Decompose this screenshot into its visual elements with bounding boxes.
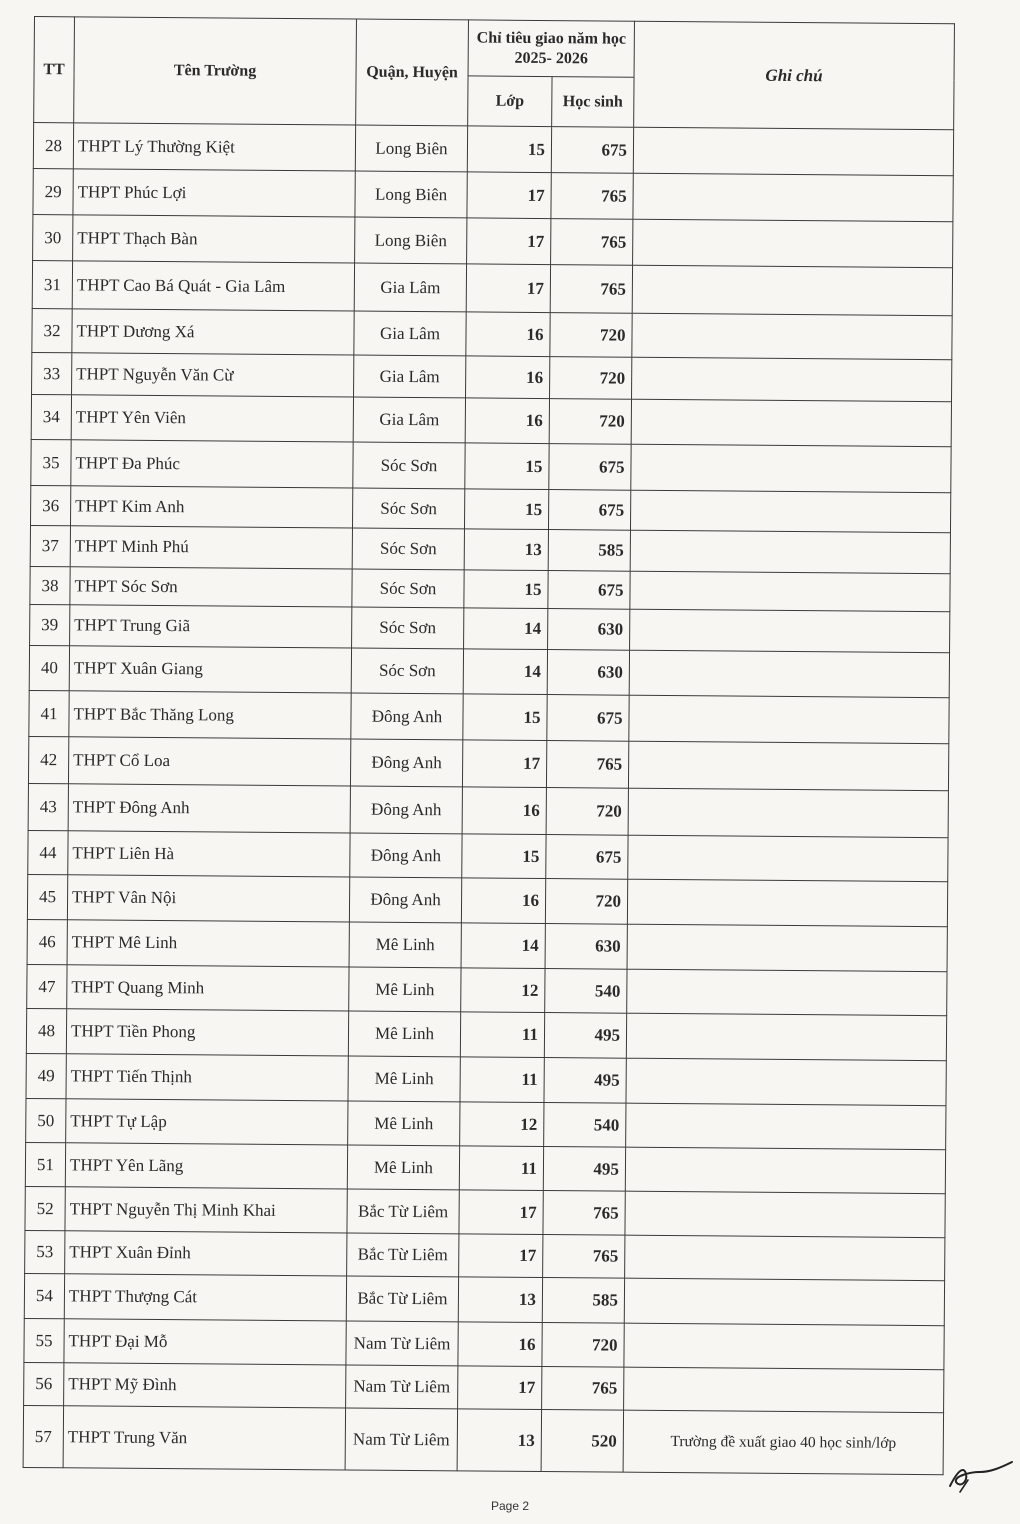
row-district: Sóc Sơn (351, 648, 463, 694)
table-row (27, 964, 947, 1015)
row-school-name: THPT Cổ Loa (68, 737, 350, 786)
page-number: Page 2 (490, 1499, 530, 1513)
row-students: 765 (551, 219, 633, 266)
table-row (33, 123, 953, 176)
row-classes: 17 (462, 740, 546, 788)
row-classes: 11 (460, 1012, 544, 1058)
row-tt: 34 (31, 394, 71, 439)
row-students: 720 (546, 788, 628, 836)
row-classes: 16 (466, 312, 550, 357)
row-school-name: THPT Trung Văn (63, 1406, 345, 1470)
row-students: 675 (548, 571, 630, 610)
row-classes: 17 (459, 1190, 543, 1235)
row-tt: 29 (33, 168, 73, 214)
row-district: Gia Lâm (354, 311, 466, 356)
row-students: 585 (548, 530, 630, 572)
row-district: Sóc Sơn (352, 488, 464, 529)
row-school-name: THPT Tự Lập (66, 1099, 348, 1145)
row-tt: 44 (28, 830, 68, 874)
row-district: Sóc Sơn (352, 569, 464, 608)
row-school-name: THPT Liên Hà (68, 831, 350, 877)
row-school-name: THPT Nguyễn Thị Minh Khai (65, 1187, 347, 1233)
table-row (27, 919, 947, 971)
row-district: Đông Anh (350, 833, 462, 878)
table-row (27, 874, 947, 926)
row-note (627, 969, 947, 1016)
row-district: Nam Từ Liêm (346, 1321, 458, 1366)
row-school-name: THPT Đa Phúc (71, 440, 353, 488)
row-district: Mê Linh (348, 1101, 460, 1146)
row-students: 585 (542, 1278, 624, 1324)
row-note (632, 357, 952, 402)
row-students: 630 (547, 650, 629, 696)
row-district: Nam Từ Liêm (346, 1365, 458, 1409)
row-classes: 15 (463, 694, 547, 741)
row-school-name: THPT Dương Xá (72, 309, 354, 355)
table-row (25, 1186, 945, 1237)
row-note (629, 695, 949, 744)
row-district: Đông Anh (351, 693, 463, 740)
table-row (23, 1405, 943, 1474)
row-note (628, 788, 948, 838)
row-school-name: THPT Yên Lãng (65, 1143, 347, 1189)
row-tt: 45 (27, 874, 67, 919)
row-district: Mê Linh (349, 967, 461, 1012)
row-tt: 40 (29, 645, 69, 690)
row-tt: 53 (25, 1230, 65, 1273)
row-tt: 36 (30, 485, 70, 525)
row-tt: 42 (28, 736, 68, 783)
row-students: 720 (550, 357, 632, 400)
row-school-name: THPT Tiền Phong (66, 1009, 348, 1056)
row-classes: 17 (459, 1234, 543, 1278)
row-school-name: THPT Mỹ Đình (64, 1363, 346, 1408)
table-row (28, 830, 948, 881)
row-note (627, 924, 947, 972)
row-classes: 14 (463, 649, 547, 695)
row-note (625, 1191, 945, 1238)
row-classes: 16 (462, 787, 546, 835)
table-row (26, 1053, 946, 1105)
row-school-name: THPT Xuân Đỉnh (65, 1231, 347, 1276)
row-note (630, 490, 950, 533)
table-body (23, 123, 954, 1475)
table-row (25, 1230, 945, 1280)
row-note (630, 530, 950, 574)
row-district: Mê Linh (349, 922, 461, 968)
table-row (33, 214, 953, 267)
header-quota: Chỉ tiêu giao năm học 2025- 2026 (468, 20, 634, 77)
row-classes: 17 (458, 1366, 542, 1410)
row-district: Long Biên (355, 217, 467, 264)
row-note (633, 219, 953, 268)
table-row (31, 439, 951, 492)
header-classes: Lớp (468, 76, 552, 127)
row-note (628, 741, 948, 791)
row-note (632, 313, 952, 360)
table-row (28, 783, 948, 837)
row-district: Sóc Sơn (353, 442, 465, 489)
row-classes: 13 (464, 529, 548, 571)
header-district: Quận, Huyện (356, 19, 469, 126)
row-tt: 43 (28, 783, 68, 830)
row-tt: 32 (32, 308, 72, 352)
table-row (26, 1098, 946, 1149)
row-classes: 17 (467, 218, 551, 265)
row-school-name: THPT Xuân Giang (69, 646, 351, 693)
row-classes: 14 (461, 923, 545, 969)
row-students: 720 (542, 1323, 624, 1368)
row-tt: 30 (33, 214, 73, 260)
row-tt: 57 (23, 1405, 63, 1467)
row-students: 720 (550, 313, 632, 358)
quota-table (23, 16, 955, 1475)
row-school-name: THPT Thượng Cát (64, 1274, 346, 1321)
row-note (626, 1103, 946, 1150)
row-classes: 14 (464, 608, 548, 650)
row-district: Đông Anh (350, 739, 462, 787)
row-classes: 12 (460, 1102, 544, 1147)
row-students: 495 (543, 1147, 625, 1192)
row-school-name: THPT Kim Anh (70, 486, 352, 528)
table-row (32, 352, 952, 401)
row-district: Bắc Từ Liêm (347, 1189, 459, 1234)
row-school-name: THPT Lý Thường Kiệt (73, 123, 355, 171)
row-students: 765 (546, 741, 628, 789)
row-school-name: THPT Minh Phú (70, 526, 352, 569)
row-school-name: THPT Quang Minh (67, 965, 349, 1011)
row-classes: 11 (459, 1146, 543, 1191)
row-tt: 48 (26, 1008, 66, 1053)
row-district: Đông Anh (349, 877, 461, 923)
header-tt: TT (34, 17, 75, 123)
row-students: 765 (543, 1191, 625, 1236)
row-students: 765 (542, 1367, 624, 1411)
row-tt: 55 (24, 1318, 64, 1362)
row-tt: 49 (26, 1053, 66, 1098)
row-students: 675 (547, 695, 629, 742)
row-students: 675 (546, 835, 628, 880)
row-students: 765 (543, 1235, 625, 1279)
table-row (33, 168, 953, 221)
row-school-name: THPT Đại Mỗ (64, 1319, 346, 1365)
row-school-name: THPT Sóc Sơn (70, 567, 352, 607)
row-note: Trường đề xuất giao 40 học sinh/lớp (623, 1410, 943, 1475)
row-note (633, 127, 953, 176)
row-district: Mê Linh (347, 1145, 459, 1190)
row-classes: 17 (466, 264, 550, 313)
header-note: Ghi chú (634, 21, 955, 130)
row-school-name: THPT Mê Linh (67, 920, 349, 967)
table-row (25, 1142, 945, 1193)
row-students: 495 (544, 1013, 626, 1059)
row-tt: 56 (24, 1362, 64, 1405)
row-classes: 16 (465, 398, 549, 444)
row-note (627, 879, 947, 927)
row-district: Mê Linh (348, 1011, 460, 1057)
row-note (628, 835, 948, 882)
row-classes: 15 (464, 489, 548, 530)
row-classes: 11 (460, 1057, 544, 1103)
header-students: Học sinh (552, 77, 634, 128)
row-school-name: THPT Vân Nội (67, 875, 349, 922)
row-school-name: THPT Yên Viên (71, 395, 353, 442)
table-row (32, 260, 952, 315)
row-school-name: THPT Tiến Thịnh (66, 1054, 348, 1101)
row-students: 540 (544, 1103, 626, 1148)
row-school-name: THPT Nguyễn Văn Cừ (72, 353, 354, 397)
row-school-name: THPT Bắc Thăng Long (69, 691, 351, 739)
row-note (624, 1278, 944, 1326)
row-classes: 15 (462, 834, 546, 879)
row-district: Long Biên (355, 171, 467, 218)
row-classes: 13 (458, 1277, 542, 1323)
table-row (30, 525, 950, 573)
row-classes: 15 (464, 570, 548, 609)
row-school-name: THPT Phúc Lợi (73, 169, 355, 217)
row-district: Bắc Từ Liêm (347, 1233, 459, 1277)
row-tt: 33 (32, 352, 72, 394)
row-students: 520 (541, 1410, 624, 1473)
row-classes: 16 (461, 878, 545, 924)
row-note (631, 399, 951, 447)
row-students: 495 (544, 1058, 626, 1104)
table-row (24, 1362, 944, 1412)
table-row (28, 736, 948, 790)
row-tt: 39 (30, 604, 70, 645)
row-tt: 51 (25, 1142, 65, 1186)
row-note (625, 1147, 945, 1194)
row-school-name: THPT Cao Bá Quát - Gia Lâm (72, 261, 354, 311)
row-students: 720 (549, 399, 631, 445)
row-school-name: THPT Thạch Bàn (73, 215, 355, 263)
table-row (30, 604, 950, 652)
row-district: Mê Linh (348, 1056, 460, 1102)
table-row (32, 308, 952, 359)
row-students: 720 (545, 879, 627, 925)
row-district: Long Biên (355, 125, 467, 172)
row-tt: 31 (32, 260, 72, 308)
row-tt: 35 (31, 439, 71, 485)
row-students: 675 (551, 127, 633, 174)
table-row (29, 690, 949, 743)
row-tt: 54 (24, 1273, 64, 1318)
row-district: Bắc Từ Liêm (346, 1276, 458, 1322)
row-classes: 17 (467, 172, 551, 219)
row-school-name: THPT Trung Giã (70, 605, 352, 648)
row-note (625, 1235, 945, 1281)
row-students: 630 (548, 609, 630, 651)
row-tt: 46 (27, 919, 67, 964)
row-students: 675 (549, 444, 631, 491)
table-row (31, 394, 951, 446)
row-tt: 38 (30, 566, 70, 604)
row-students: 630 (545, 924, 627, 970)
row-note (630, 571, 950, 612)
row-note (624, 1367, 944, 1413)
row-district: Gia Lâm (354, 355, 466, 398)
row-district: Đông Anh (350, 786, 462, 834)
row-tt: 52 (25, 1186, 65, 1230)
signature-mark (946, 1452, 1016, 1494)
row-note (626, 1058, 946, 1106)
row-classes: 15 (465, 443, 549, 490)
row-note (633, 173, 953, 222)
row-district: Sóc Sơn (352, 528, 464, 570)
row-classes: 12 (461, 968, 545, 1013)
row-school-name: THPT Đông Anh (68, 784, 350, 833)
document-page (23, 16, 954, 1475)
row-students: 765 (551, 173, 633, 220)
row-tt: 47 (27, 964, 67, 1008)
row-classes: 16 (466, 356, 550, 399)
row-district: Gia Lâm (353, 397, 465, 443)
row-tt: 50 (26, 1098, 66, 1142)
row-note (630, 609, 950, 653)
table-row (24, 1273, 944, 1325)
row-students: 675 (548, 490, 630, 531)
row-district: Nam Từ Liêm (345, 1408, 457, 1471)
row-classes: 13 (457, 1409, 541, 1472)
row-note (624, 1323, 944, 1370)
row-note (626, 1013, 946, 1061)
row-district: Gia Lâm (354, 263, 466, 312)
table-row (26, 1008, 946, 1060)
row-note (632, 265, 952, 316)
row-students: 540 (545, 969, 627, 1014)
row-district: Sóc Sơn (352, 607, 464, 649)
row-students: 765 (550, 265, 632, 314)
table-row (24, 1318, 944, 1369)
row-note (631, 444, 951, 493)
row-tt: 37 (30, 525, 70, 566)
row-note (629, 650, 949, 698)
table-row (29, 645, 949, 697)
header-row (34, 17, 954, 80)
row-tt: 28 (33, 123, 73, 169)
row-tt: 41 (29, 690, 69, 736)
header-school: Tên Trường (74, 17, 357, 125)
row-classes: 16 (458, 1322, 542, 1367)
row-classes: 15 (467, 126, 551, 173)
